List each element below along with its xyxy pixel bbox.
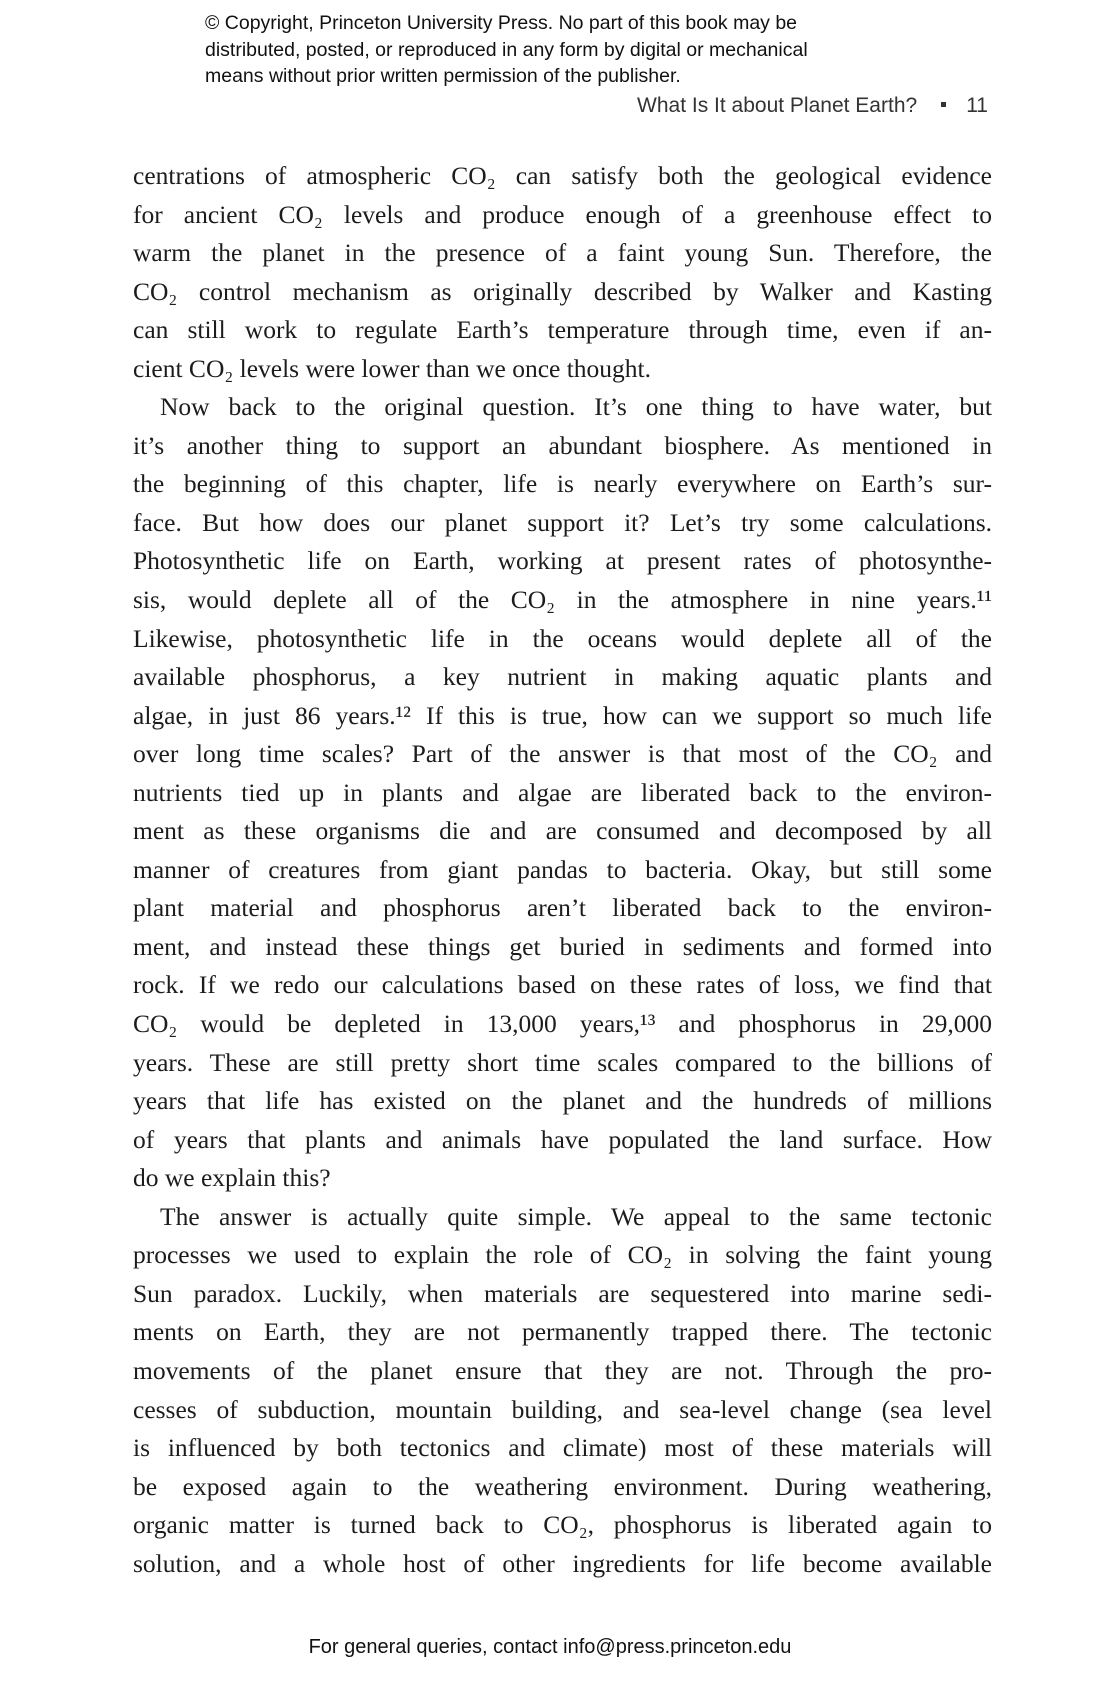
- text-line: nutrients tied up in plants and algae are liberated back to the environ-: [133, 777, 992, 807]
- text-line: CO₂ would be depleted in 13,000 years,¹³ and phosphorus in 29,000: [133, 1009, 992, 1039]
- text-line: can still work to regulate Earth’s temperature through time, even if an-: [133, 315, 992, 345]
- text-line: Likewise, photosynthetic life in the oceans would deplete all of the: [133, 623, 992, 653]
- text-line: ment, and instead these things get buried in sediments and formed into: [133, 931, 992, 961]
- text-line: manner of creatures from giant pandas to bacteria. Okay, but still some: [133, 854, 992, 884]
- text-line: rock. If we redo our calculations based on these rates of loss, we find that: [133, 970, 992, 1000]
- footer-contact: For general queries, contact info@press.princeton.edu: [308, 1636, 792, 1658]
- text-line: over long time scales? Part of the answer is that most of the CO₂ and: [133, 739, 992, 769]
- text-line: processes we used to explain the role of CO₂ in solving the faint young: [133, 1240, 992, 1270]
- text-line: algae, in just 86 years.¹² If this is true, how can we support so much life: [133, 700, 992, 730]
- text-line: ment as these organisms die and are consumed and decomposed by all: [133, 816, 992, 846]
- text-line: years. These are still pretty short time scales compared to the billions of: [133, 1047, 992, 1077]
- text-line: cesses of subduction, mountain building, and sea-level change (sea level: [133, 1394, 992, 1424]
- body-text: [133, 157, 992, 1583]
- text-line: sis, would deplete all of the CO₂ in the atmosphere in nine years.¹¹: [133, 585, 992, 615]
- text-line: face. But how does our planet support it? Let’s try some calculations.: [133, 507, 992, 537]
- text-line: Photosynthetic life on Earth, working at present rates of photosynthe-: [133, 546, 992, 576]
- text-line: cient CO₂ levels were lower than we once thought.: [133, 353, 652, 383]
- copyright-line: means without prior written permission of the publisher.: [205, 65, 681, 87]
- text-line: centrations of atmospheric CO₂ can satisfy both the geological evidence: [133, 161, 992, 190]
- text-line: movements of the planet ensure that they are not. Through the pro-: [133, 1355, 992, 1385]
- chapter-title: What Is It about Planet Earth?: [637, 94, 918, 117]
- text-line: years that life has existed on the planet and the hundreds of millions: [133, 1086, 992, 1116]
- text-line: The answer is actually quite simple. We appeal to the same tectonic: [160, 1201, 992, 1231]
- text-line: Sun paradox. Luckily, when materials are sequestered into marine sedi-: [133, 1278, 992, 1308]
- text-line: do we explain this?: [133, 1163, 331, 1193]
- separator-square-icon: [941, 102, 946, 107]
- paragraph: [133, 388, 992, 1197]
- text-line: Now back to the original question. It’s one thing to have water, but: [160, 392, 992, 422]
- copyright-line: distributed, posted, or reproduced in any form by digital or mechanical: [205, 38, 808, 61]
- text-line: plant material and phosphorus aren’t liberated back to the environ-: [133, 893, 992, 923]
- paragraph: [133, 157, 992, 388]
- text-line: solution, and a whole host of other ingredients for life become available: [133, 1548, 992, 1578]
- text-line: is influenced by both tectonics and climate) most of these materials will: [133, 1433, 992, 1463]
- text-line: CO₂ control mechanism as originally described by Walker and Kasting: [133, 276, 992, 306]
- text-line: warm the planet in the presence of a faint young Sun. Therefore, the: [133, 238, 992, 268]
- copyright-notice: [205, 10, 808, 90]
- page-number: 11: [966, 94, 988, 117]
- text-line: ments on Earth, they are not permanently trapped there. The tectonic: [133, 1317, 992, 1347]
- text-line: be exposed again to the weathering environment. During weathering,: [133, 1471, 992, 1501]
- copyright-line: © Copyright, Princeton University Press. No part of this book may be: [205, 12, 798, 34]
- text-line: the beginning of this chapter, life is nearly everywhere on Earth’s sur-: [133, 469, 992, 499]
- text-line: it’s another thing to support an abundant biosphere. As mentioned in: [133, 430, 992, 460]
- text-line: of years that plants and animals have populated the land surface. How: [133, 1124, 992, 1154]
- running-head: [637, 94, 988, 118]
- text-line: organic matter is turned back to CO₂, phosphorus is liberated again to: [133, 1510, 992, 1540]
- text-line: available phosphorus, a key nutrient in making aquatic plants and: [133, 662, 992, 692]
- paragraph: [133, 1198, 992, 1583]
- text-line: for ancient CO₂ levels and produce enough of a greenhouse effect to: [133, 199, 992, 229]
